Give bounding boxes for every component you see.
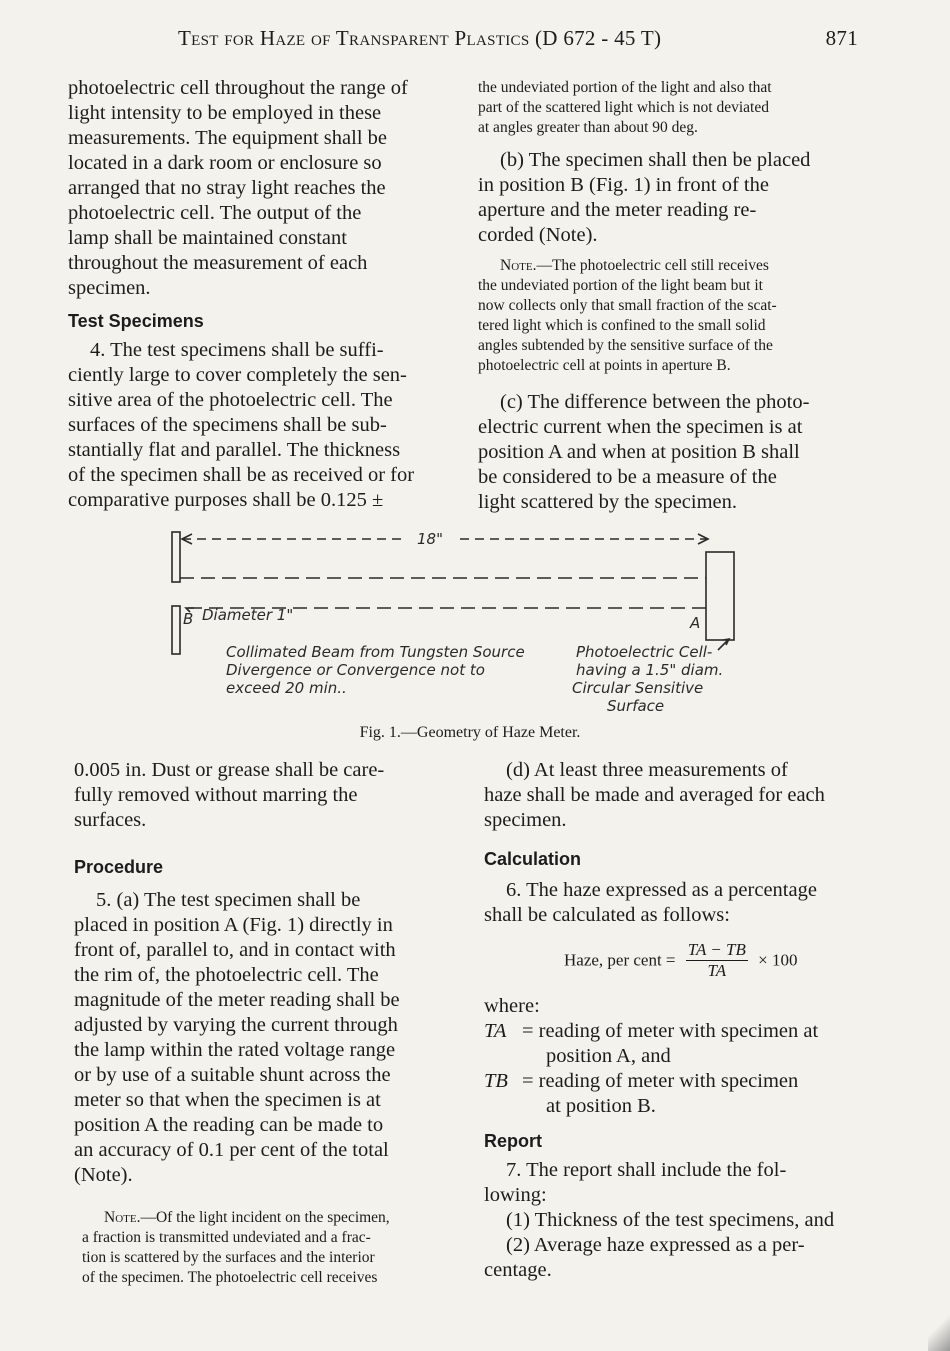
position-a-label: A — [690, 614, 701, 632]
text-line: fully removed without marring the — [74, 784, 358, 806]
definition-ta — [484, 1019, 862, 1069]
text-line: 7. The report shall include the fol- — [506, 1159, 787, 1181]
where-label: where: — [484, 995, 540, 1017]
text-line: surfaces of the specimens shall be sub- — [68, 414, 387, 436]
figure-haze-meter — [160, 522, 760, 717]
text-line: lamp shall be maintained constant — [68, 227, 347, 249]
text-line: 6. The haze expressed as a percentage — [506, 879, 817, 901]
text-line: comparative purposes shall be 0.125 ± — [68, 489, 384, 511]
text-line: shall be calculated as follows: — [484, 904, 730, 926]
left-column-top — [68, 76, 452, 513]
text-line: —The photoelectric cell still receives — [536, 257, 769, 274]
text-line: haze shall be made and averaged for each — [484, 784, 825, 806]
text-line: aperture and the meter reading re- — [478, 199, 757, 221]
running-title: Test for Haze of Transparent Plastics (D 672 - 45 T) — [178, 26, 662, 50]
text-line: light intensity to be employed in these — [68, 102, 382, 124]
definition-text: = reading of meter with specimen at — [522, 1020, 819, 1042]
diameter-label: Diameter 1" — [202, 606, 294, 624]
text-line: (c) The difference between the photo- — [500, 391, 810, 413]
text-line: tion is scattered by the surfaces and the interior — [82, 1249, 375, 1266]
aperture-plate-top — [172, 532, 180, 582]
photoelectric-cell — [706, 552, 734, 640]
text-line: in position B (Fig. 1) in front of the — [478, 174, 769, 196]
definition-symbol: TB — [484, 1070, 508, 1092]
text-line: magnitude of the meter reading shall be — [74, 989, 400, 1011]
paragraph-b — [478, 148, 858, 248]
definition-tb — [484, 1069, 862, 1119]
text-line: specimen. — [484, 809, 567, 831]
note-label: Note. — [104, 1209, 141, 1226]
beam-label-line: Collimated Beam from Tungsten Source — [226, 643, 525, 661]
text-line: 5. (a) The test specimen shall be — [96, 889, 361, 911]
formula-fraction — [686, 940, 748, 981]
text-line: surfaces. — [74, 809, 147, 831]
text-line: at angles greater than about 90 deg. — [478, 119, 698, 136]
definition-symbol: TA — [484, 1020, 507, 1042]
definition-text: position A, and — [546, 1045, 671, 1067]
text-line: placed in position A (Fig. 1) directly in — [74, 914, 393, 936]
beam-label-line: Divergence or Convergence not to — [226, 661, 485, 679]
text-line: now collects only that small fraction of the scat- — [478, 297, 777, 314]
text-line: centage. — [484, 1259, 552, 1281]
text-line: meter so that when the specimen is at — [74, 1089, 381, 1111]
text-line: position A the reading can be made to — [74, 1114, 384, 1136]
beam-label-line: exceed 20 min.. — [226, 679, 347, 697]
formula-rhs: × 100 — [758, 950, 798, 970]
left-column-bottom — [74, 758, 458, 1188]
text-line: the rim of, the photoelectric cell. The — [74, 964, 379, 986]
paragraph-c — [478, 390, 858, 515]
note-continuation — [478, 78, 858, 138]
section-heading-calculation: Calculation — [484, 849, 582, 869]
text-line: measurements. The equipment shall be — [68, 127, 387, 149]
text-line: 4. The test specimens shall be suffi- — [90, 339, 384, 361]
text-line: the lamp within the rated voltage range — [74, 1039, 396, 1061]
text-line: 0.005 in. Dust or grease shall be care- — [74, 759, 385, 781]
formula-denominator: TA — [707, 961, 727, 980]
cell-label-line: Photoelectric Cell- — [576, 643, 713, 661]
text-line: photoelectric cell throughout the range of — [68, 77, 408, 99]
scan-artifact — [928, 1311, 950, 1351]
text-line: stantially flat and parallel. The thickness — [68, 439, 401, 461]
text-line: throughout the measurement of each — [68, 252, 368, 274]
text-line: adjusted by varying the current through — [74, 1014, 398, 1036]
formula-lhs: Haze, per cent = — [564, 950, 676, 970]
text-line: sitive area of the photoelectric cell. The — [68, 389, 393, 411]
text-line: (b) The specimen shall then be placed — [500, 149, 811, 171]
cell-label-line: Surface — [607, 697, 665, 715]
text-line: corded (Note). — [478, 224, 598, 246]
aperture-plate-bottom — [172, 606, 180, 654]
right-column-bottom — [484, 758, 862, 928]
text-line: position A and when at position B shall — [478, 441, 800, 463]
text-line: arranged that no stray light reaches the — [68, 177, 386, 199]
section-heading-report: Report — [484, 1131, 542, 1151]
position-b-label: B — [183, 610, 194, 628]
section-heading-procedure: Procedure — [74, 857, 164, 877]
definition-text: = reading of meter with specimen — [522, 1070, 799, 1092]
text-line: photoelectric cell. The output of the — [68, 202, 362, 224]
text-line: electric current when the specimen is at — [478, 416, 803, 438]
haze-meter-diagram — [160, 522, 760, 717]
text-line: (2) Average haze expressed as a per- — [506, 1234, 805, 1256]
text-line: located in a dark room or enclosure so — [68, 152, 382, 174]
text-line: front of, parallel to, and in contact with — [74, 939, 396, 961]
text-line: or by use of a suitable shunt across the — [74, 1064, 391, 1086]
text-line: angles subtended by the sensitive surface of the — [478, 337, 773, 354]
cell-label-line: having a 1.5" diam. — [576, 661, 724, 679]
right-column-top — [478, 78, 858, 515]
text-line: of the specimen shall be as received or for — [68, 464, 415, 486]
text-line: ciently large to cover completely the sen- — [68, 364, 407, 386]
text-line: the undeviated portion of the light and also that — [478, 79, 772, 96]
text-line: light scattered by the specimen. — [478, 491, 738, 513]
text-line: (d) At least three measurements of — [506, 759, 788, 781]
running-header — [60, 26, 870, 58]
text-line: specimen. — [68, 277, 151, 299]
text-line: tered light which is confined to the small solid — [478, 317, 766, 334]
formula-definitions — [484, 994, 862, 1283]
note-b — [478, 256, 858, 376]
note-procedure — [82, 1208, 462, 1288]
text-line: part of the scattered light which is not deviated — [478, 99, 769, 116]
length-label: 18" — [417, 530, 443, 548]
formula-numerator: TA − TB — [687, 940, 746, 959]
text-line: a fraction is transmitted undeviated and a frac- — [82, 1229, 371, 1246]
cell-label-line: Circular Sensitive — [572, 679, 704, 697]
definition-text: at position B. — [546, 1095, 656, 1117]
text-line: (Note). — [74, 1164, 133, 1186]
text-line: (1) Thickness of the test specimens, and — [506, 1209, 835, 1231]
page-number: 871 — [825, 26, 858, 50]
haze-formula — [564, 940, 864, 984]
text-line: an accuracy of 0.1 per cent of the total — [74, 1139, 389, 1161]
note-label: Note. — [500, 257, 537, 274]
text-line: the undeviated portion of the light beam but it — [478, 277, 763, 294]
text-line: be considered to be a measure of the — [478, 466, 777, 488]
text-line: lowing: — [484, 1184, 547, 1206]
text-line: —Of the light incident on the specimen, — [140, 1209, 390, 1226]
text-line: photoelectric cell at points in aperture B. — [478, 357, 731, 374]
text-line: of the specimen. The photoelectric cell receives — [82, 1269, 378, 1286]
section-heading-test-specimens: Test Specimens — [68, 311, 204, 331]
figure-caption: Fig. 1.—Geometry of Haze Meter. — [359, 724, 581, 741]
